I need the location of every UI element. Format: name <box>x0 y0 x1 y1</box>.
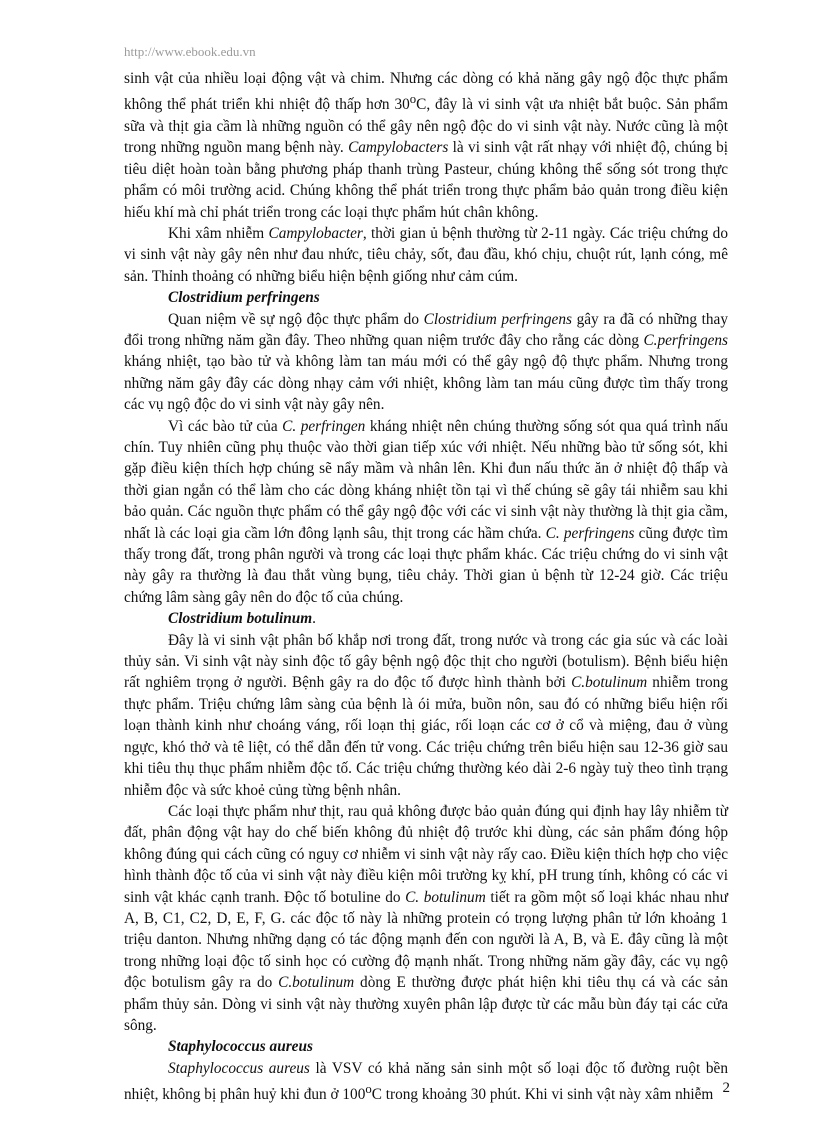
document-body <box>124 68 728 1106</box>
paragraph: Quan niệm về sự ngộ độc thực phẩm do Clostridium perfringens gây ra đã có những thay đổi trong những năm gần đây. Theo những quan niệm trước đây cho rằng các dòng C.perfringens kháng nhiệt, tạo bào tử và không làm tan máu mới có thể gây ngộ độ thực phẩm. Nhưng trong những năm gây đây các dòng nhạy cảm với nhiệt, không làm tan máu cũng được tìm thấy trong các vụ ngộ độc do vi sinh vật này gây nên. <box>124 310 728 414</box>
section-heading: Clostridium perfringens <box>168 289 320 307</box>
paragraph: Các loại thực phẩm như thịt, rau quả không được bảo quản đúng qui định hay lây nhiễm từ đất, phân động vật hay do chế biến không đủ nhiệt độ trước khi dùng, các sản phẩm đóng hộp không đúng qui cách cũng có nguy cơ nhiễm vi sinh vật này rấy cao. Điều kiện thích hợp cho việc hình thành độc tố của vi sinh vật này điều kiện môi trường kỵ khí, pH trung tính, không có các vi sinh vật khác cạnh tranh. Độc tố botuline do C. botulinum tiết ra gồm một số loại khác nhau như A, B, C1, C2, D, E, F, G. các độc tố này là những protein có trọng lượng phân tử lớn khoảng 1 triệu danton. Nhưng những dạng có tác động mạnh đến con người là A, B, và E. đây cũng là một trong những loại độc tố sinh học có cường độ mạnh nhất. Trong những năm gầy đây, các vụ ngộ độc botulism gây ra do C.botulinum dòng E thường được phát hiện khi tiêu thụ cá và các sản phẩm thủy sản. Dòng vi sinh vật này thường xuyên phân lập được từ các mẫu bùn đáy tại các cửa sông. <box>124 802 728 1034</box>
section-heading: Staphylococcus aureus <box>168 1038 313 1056</box>
paragraph: Đây là vi sinh vật phân bố khắp nơi trong đất, trong nước và trong các gia súc và các loài thủy sản. Vi sinh vật này sinh độc tố gây bệnh ngộ độc thịt cho người (botulism). Bệnh biểu hiện rất nghiêm trọng ở người. Bệnh gây ra do độc tố được hình thành bởi C.botulinum nhiễm trong thực phẩm. Triệu chứng lâm sàng của bệnh là ói mửa, buồn nôn, sau đó có những biểu hiện rối loạn thành kinh như choáng váng, rối loạn thị giác, rối loạn các cơ ở cổ và miệng, đau ở vùng ngực, khó thở và tê liệt, có thể dẫn đến tử vong. Các triệu chứng trên biểu hiện sau 12-36 giờ sau khi tiêu thụ thục phẩm nhiễm độc tố. Các triệu chứng thường kéo dài 2-6 ngày tuỳ theo tình trạng nhiễm độc và sức khoẻ củng từng bệnh nhân. <box>124 631 728 799</box>
paragraph: Khi xâm nhiễm Campylobacter, thời gian ủ bệnh thường từ 2-11 ngày. Các triệu chứng do vi sinh vật này gây nên như đau nhức, tiêu chảy, sốt, đau đầu, khó chịu, chuột rút, lạnh cóng, mê sản. Thỉnh thoảng có những biểu hiện bệnh giống như cảm cúm. <box>124 224 728 285</box>
paragraph: Staphylococcus aureus là VSV có khả năng sản sinh một số loại độc tố đường ruột bền nhiệt, không bị phân huỷ khi đun ở 100$^o$C trong khoảng 30 phút. Khi vi sinh vật này xâm nhiễm <box>124 1059 728 1104</box>
paragraph: sinh vật của nhiều loại động vật và chim. Nhưng các dòng có khả năng gây ngộ độc thực phẩm không thể phát triển khi nhiệt độ thấp hơn 30$^o$C, đây là vi sinh vật ưa nhiệt bắt buộc. Sản phẩm sữa và thịt gia cầm là những nguồn có thể gây nên ngộ độc do vi sinh vật này. Nước cũng là một trong những nguồn mang bệnh này. Campylobacters là vi sinh vật rất nhạy với nhiệt độ, chúng bị tiêu diệt hoàn toàn bằng phương pháp thanh trùng Pasteur, chúng không thể sống sót trong thực phẩm có môi trường acid. Chúng không thể phát triển trong thực phẩm bảo quản trong điều kiện hiếu khí mà chỉ phát triển trong các loại thực phẩm hút chân không. <box>124 70 728 221</box>
header-url: http://www.ebook.edu.vn <box>124 44 256 59</box>
section-heading: Clostridium botulinum. <box>168 610 316 628</box>
paragraph: Vì các bào tử của C. perfringen kháng nhiệt nên chúng thường sống sót qua quá trình nấu chín. Tuy nhiên cũng phụ thuộc vào thời gian tiếp xúc với nhiệt. Nếu những bào tử sống sót, khi gặp điều kiện thích hợp chúng sẽ nẩy mầm và nhân lên. Khi đun nấu thức ăn ở nhiệt độ thấp và thời gian ngắn có thể làm cho các dòng kháng nhiệt tồn tại vì thế chúng sẽ gây tái nhiễm sau khi bảo quản. Các nguồn thực phẩm có thể gây ngộ độc với các vi sinh vật này thường là thịt gia cầm, nhất là các loại gia cầm lớn đông lạnh sâu, thịt trong các hầm chứa. C. perfringens cũng được tìm thấy trong đất, trong phân người và trong các loại thực phẩm khác. Các triệu chứng do vi sinh vật này gây ra thường là đau thắt vùng bụng, tiêu chảy. Thời gian ủ bệnh từ 12-24 giờ. Các triệu chứng lâm sàng gây nên do độc tố của chúng. <box>124 417 728 606</box>
page-number: 2 <box>722 1080 730 1096</box>
